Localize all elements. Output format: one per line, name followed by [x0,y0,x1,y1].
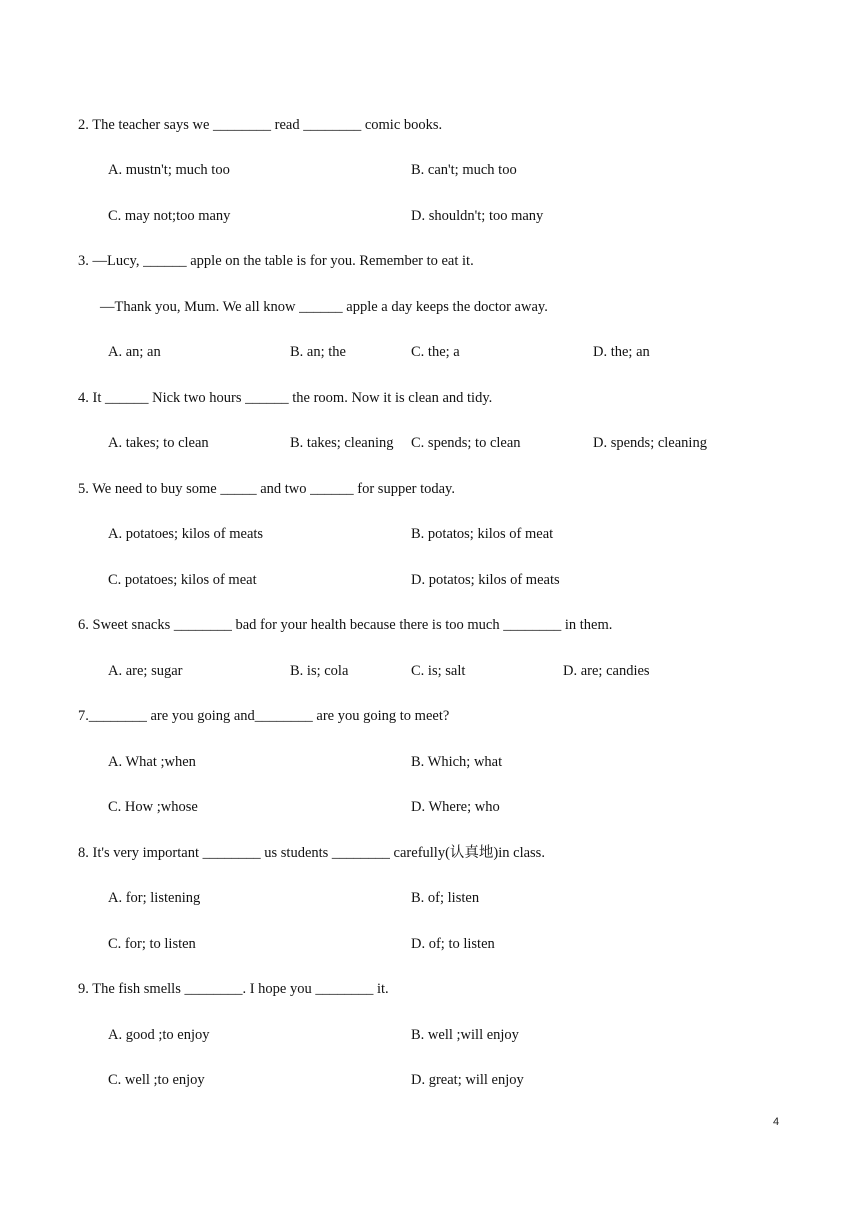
question-7-option-c: C. How ;whose [108,799,198,815]
question-9-option-b: B. well ;will enjoy [411,1027,519,1043]
question-7-stem: 7.________ are you going and________ are you going to meet? [78,708,450,724]
question-8-stem: 8. It's very important ________ us students ________ carefully(认真地)in class. [78,845,545,861]
question-8-option-b: B. of; listen [411,890,480,906]
question-4-stem: 4. It ______ Nick two hours ______ the room. Now it is clean and tidy. [78,390,493,406]
question-5-option-d: D. potatos; kilos of meats [411,572,560,588]
question-7-option-a: A. What ;when [108,754,196,770]
question-6-option-a: A. are; sugar [108,663,183,679]
question-4-option-b: B. takes; cleaning [290,435,394,451]
question-3-option-c: C. the; a [411,344,460,360]
question-9-option-c: C. well ;to enjoy [108,1072,205,1088]
question-6-option-b: B. is; cola [290,663,349,679]
question-5-option-a: A. potatoes; kilos of meats [108,526,264,542]
question-7-option-b: B. Which; what [411,754,503,770]
question-3-stem-reply: —Thank you, Mum. We all know ______ apple a day keeps the doctor away. [100,299,548,315]
question-9-stem: 9. The fish smells ________. I hope you ________ it. [78,981,389,997]
question-9-option-d: D. great; will enjoy [411,1072,524,1088]
question-5-stem: 5. We need to buy some _____ and two ______ for supper today. [78,481,455,497]
question-2-option-d: D. shouldn't; too many [411,208,544,224]
question-6-option-c: C. is; salt [411,663,466,679]
question-8-option-d: D. of; to listen [411,936,495,952]
question-5-option-b: B. potatos; kilos of meat [411,526,554,542]
page-number: 4 [773,1116,780,1128]
question-6-option-d: D. are; candies [563,663,650,679]
question-3-option-b: B. an; the [290,344,346,360]
question-7-option-d: D. Where; who [411,799,500,815]
question-8-option-c: C. for; to listen [108,936,196,952]
question-2-option-a: A. mustn't; much too [108,162,230,178]
question-2-option-c: C. may not;too many [108,208,231,224]
question-5-option-c: C. potatoes; kilos of meat [108,572,257,588]
question-4-option-a: A. takes; to clean [108,435,209,451]
question-3-option-d: D. the; an [593,344,650,360]
question-6-stem: 6. Sweet snacks ________ bad for your health because there is too much ________ in them. [78,617,613,633]
question-4-option-d: D. spends; cleaning [593,435,707,451]
question-3-stem: 3. —Lucy, ______ apple on the table is for you. Remember to eat it. [78,253,474,269]
question-2-stem: 2. The teacher says we ________ read ________ comic books. [78,117,443,133]
question-2-option-b: B. can't; much too [411,162,517,178]
question-3-option-a: A. an; an [108,344,161,360]
question-4-option-c: C. spends; to clean [411,435,521,451]
question-8-option-a: A. for; listening [108,890,201,906]
question-9-option-a: A. good ;to enjoy [108,1027,210,1043]
